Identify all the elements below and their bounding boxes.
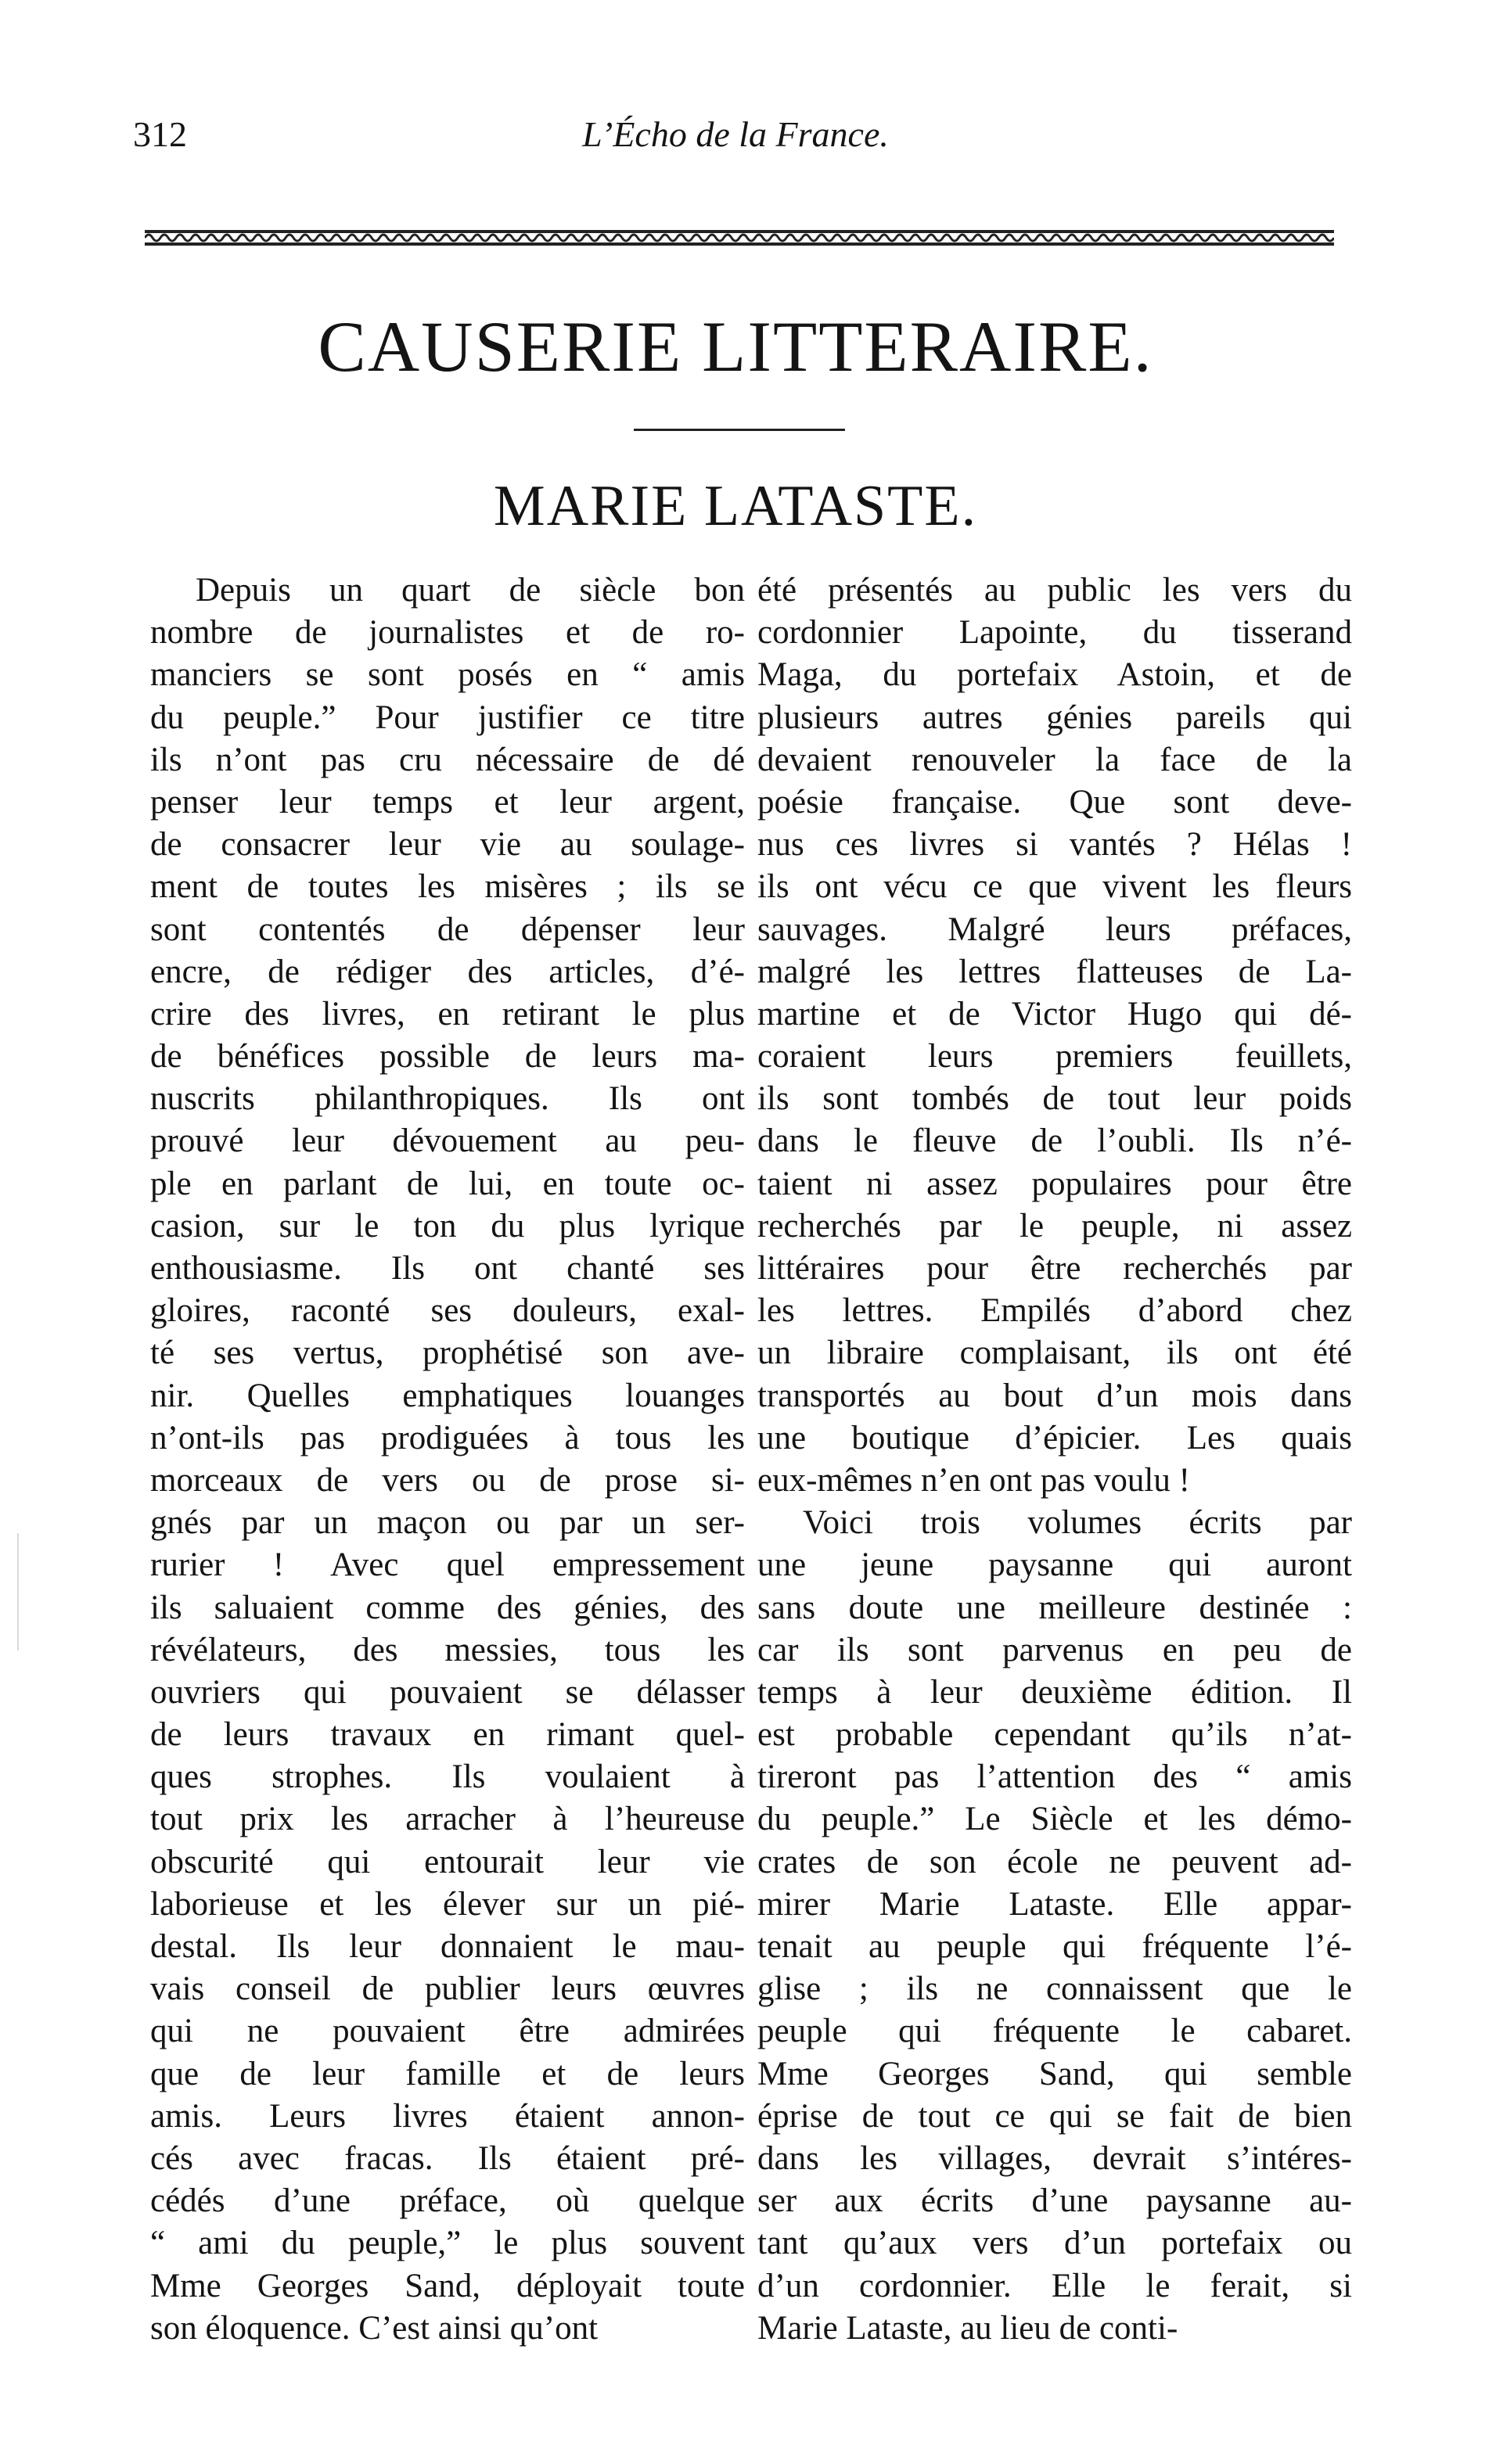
text-line: ques strophes. Ils voulaient à: [150, 1758, 745, 1796]
text-line: tenait au peuple qui fréquente l’é-: [757, 1928, 1352, 1965]
text-line: crire des livres, en retirant le plus: [150, 995, 745, 1033]
text-line: ment de toutes les misères ; ils se: [150, 868, 745, 906]
text-line: d’un cordonnier. Elle le ferait, si: [757, 2267, 1352, 2304]
text-line: est probable cependant qu’ils n’at-: [757, 1716, 1352, 1754]
text-line: du peuple.” Le Siècle et les démo-: [757, 1801, 1352, 1838]
text-line: encre, de rédiger des articles, d’é-: [150, 953, 745, 990]
text-line: un libraire complaisant, ils ont été: [757, 1334, 1352, 1372]
text-line: cordonnier Lapointe, du tisserand: [757, 614, 1352, 652]
text-line: transportés au bout d’un mois dans: [757, 1377, 1352, 1414]
text-line: nuscrits philanthropiques. Ils ont: [150, 1080, 745, 1118]
text-line: prouvé leur dévouement au peu-: [150, 1122, 745, 1160]
text-line: Mme Georges Sand, qui semble: [757, 2055, 1352, 2092]
text-line: Mme Georges Sand, déployait toute: [150, 2267, 745, 2304]
text-line: ouvriers qui pouvaient se délasser: [150, 1673, 745, 1711]
text-line: recherchés par le peuple, ni assez: [757, 1207, 1352, 1245]
text-line: n’ont-ils pas prodiguées à tous les: [150, 1419, 745, 1456]
text-line: ser aux écrits d’une paysanne au-: [757, 2182, 1352, 2220]
text-line: vais conseil de publier leurs œuvres: [150, 1970, 745, 2008]
text-line: manciers se sont posés en “ amis: [150, 656, 745, 694]
text-line: ple en parlant de lui, en toute oc-: [150, 1165, 745, 1202]
text-line: crates de son école ne peuvent ad-: [757, 1843, 1352, 1880]
page-number: 312: [133, 114, 187, 154]
text-line: cédés d’une préface, où quelque: [150, 2182, 745, 2220]
text-line: tout prix les arracher à l’heureuse: [150, 1801, 745, 1838]
text-line: Depuis un quart de siècle bon: [196, 572, 745, 609]
text-line: Maga, du portefaix Astoin, et de: [757, 656, 1352, 694]
scan-edge-mark: [17, 1533, 19, 1650]
text-line: de bénéfices possible de leurs ma-: [150, 1038, 745, 1076]
right-text-column: [757, 569, 1352, 2350]
text-line: rurier ! Avec quel empressement: [150, 1546, 745, 1584]
text-line: littéraires pour être recherchés par: [757, 1250, 1352, 1287]
text-line: du peuple.” Pour justifier ce titre: [150, 699, 745, 736]
text-line: tireront pas l’attention des “ amis: [757, 1758, 1352, 1796]
text-line: eux-mêmes n’en ont pas voulu !: [757, 1461, 1190, 1499]
text-line: éprise de tout ce qui se fait de bien: [757, 2097, 1352, 2135]
text-line: poésie française. Que sont deve-: [757, 783, 1352, 821]
text-line: amis. Leurs livres étaient annon-: [150, 2097, 745, 2135]
text-line: nir. Quelles emphatiques louanges: [150, 1377, 745, 1414]
text-line: une jeune paysanne qui auront: [757, 1546, 1352, 1584]
article-title: CAUSERIE LITTERAIRE.: [318, 307, 1153, 386]
text-line: été présentés au public les vers du: [757, 572, 1352, 609]
text-line: Voici trois volumes écrits par: [803, 1504, 1352, 1542]
text-line: sans doute une meilleure destinée :: [757, 1589, 1352, 1626]
text-line: devaient renouveler la face de la: [757, 741, 1352, 778]
text-line: sauvages. Malgré leurs préfaces,: [757, 911, 1352, 948]
text-line: ils sont tombés de tout leur poids: [757, 1080, 1352, 1118]
text-line: penser leur temps et leur argent,: [150, 783, 745, 821]
text-line: martine et de Victor Hugo qui dé-: [757, 995, 1352, 1033]
running-title: L’Écho de la France.: [582, 114, 889, 154]
title-divider: [634, 429, 845, 431]
text-line: morceaux de vers ou de prose si-: [150, 1461, 745, 1499]
text-line: tant qu’aux vers d’un portefaix ou: [757, 2225, 1352, 2262]
text-line: “ ami du peuple,” le plus souvent: [150, 2225, 745, 2262]
text-line: gloires, raconté ses douleurs, exal-: [150, 1292, 745, 1330]
text-line: malgré les lettres flatteuses de La-: [757, 953, 1352, 990]
text-line: peuple qui fréquente le cabaret.: [757, 2013, 1352, 2050]
text-line: enthousiasme. Ils ont chanté ses: [150, 1250, 745, 1287]
text-line: nus ces livres si vantés ? Hélas !: [757, 826, 1352, 864]
text-line: de consacrer leur vie au soulage-: [150, 826, 745, 864]
text-line: té ses vertus, prophétisé son ave-: [150, 1334, 745, 1372]
text-line: temps à leur deuxième édition. Il: [757, 1673, 1352, 1711]
text-line: gnés par un maçon ou par un ser-: [150, 1504, 745, 1542]
text-line: cés avec fracas. Ils étaient pré-: [150, 2139, 745, 2177]
text-line: dans le fleuve de l’oubli. Ils n’é-: [757, 1122, 1352, 1160]
text-line: sont contentés de dépenser leur: [150, 911, 745, 948]
text-line: son éloquence. C’est ainsi qu’ont: [150, 2309, 599, 2347]
text-line: ils ont vécu ce que vivent les fleurs: [757, 868, 1352, 906]
text-line: obscurité qui entourait leur vie: [150, 1843, 745, 1880]
text-line: taient ni assez populaires pour être: [757, 1165, 1352, 1202]
text-line: plusieurs autres génies pareils qui: [757, 699, 1352, 736]
text-line: dans les villages, devrait s’intéres-: [757, 2139, 1352, 2177]
text-line: destal. Ils leur donnaient le mau-: [150, 1928, 745, 1965]
text-line: casion, sur le ton du plus lyrique: [150, 1207, 745, 1245]
text-line: nombre de journalistes et de ro-: [150, 614, 745, 652]
text-line: car ils sont parvenus en peu de: [757, 1631, 1352, 1668]
text-line: révélateurs, des messies, tous les: [150, 1631, 745, 1668]
text-line: glise ; ils ne connaissent que le: [757, 1970, 1352, 2008]
text-line: ils saluaient comme des génies, des: [150, 1589, 745, 1626]
decorative-rule-ornament: [145, 228, 1334, 247]
text-line: une boutique d’épicier. Les quais: [757, 1419, 1352, 1456]
article-subtitle: MARIE LATASTE.: [493, 474, 978, 538]
page-header: [125, 113, 1346, 168]
text-line: Marie Lataste, au lieu de conti-: [757, 2309, 1178, 2347]
text-line: ils n’ont pas cru nécessaire de dé: [150, 741, 745, 778]
text-line: mirer Marie Lataste. Elle appar-: [757, 1885, 1352, 1923]
text-line: qui ne pouvaient être admirées: [150, 2013, 745, 2050]
text-line: coraient leurs premiers feuillets,: [757, 1038, 1352, 1076]
text-line: que de leur famille et de leurs: [150, 2055, 745, 2092]
text-line: laborieuse et les élever sur un pié-: [150, 1885, 745, 1923]
text-line: de leurs travaux en rimant quel-: [150, 1716, 745, 1754]
left-text-column: [150, 569, 745, 2350]
text-line: les lettres. Empilés d’abord chez: [757, 1292, 1352, 1330]
